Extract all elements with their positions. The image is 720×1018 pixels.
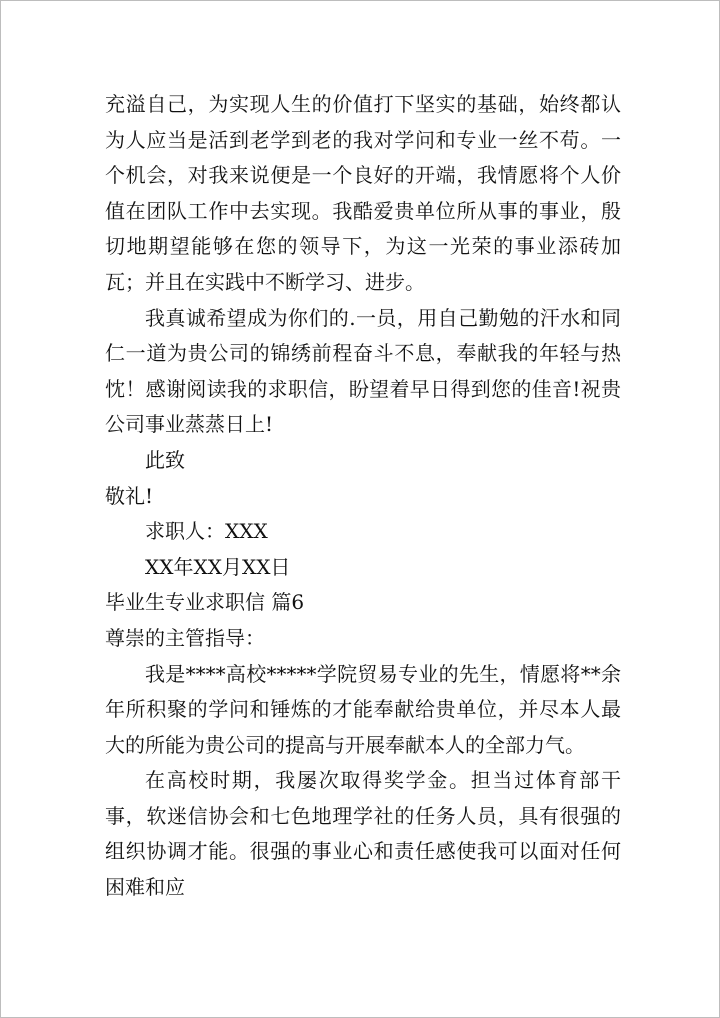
signature-line: 求职人：XXX <box>145 519 268 544</box>
greeting-line: 尊崇的主管指导： <box>105 625 265 650</box>
paragraph-3: 我是****高校*****学院贸易专业的先生，情愿将**余年所积聚的学问和锤炼的才能奉献给贵单位，并尽本人最大的所能为贵公司的提高与开展奉献本人的全部力气。 <box>105 661 621 757</box>
date-line: XX年XX月XX日 <box>145 554 291 579</box>
salute-line: 敬礼! <box>105 483 154 508</box>
section-title: 毕业生专业求职信 篇6 <box>105 590 305 615</box>
closing-line: 此致 <box>145 447 185 472</box>
paragraph-1: 充溢自己，为实现人生的价值打下坚实的基础，始终都认为人应当是活到老学到老的我对学问和专业一丝不苟。一个机会，对我来说便是一个良好的开端，我情愿将个人价值在团队工作中去实现。我酷爱贵单位所从事的事业，殷切地期望能够在您的领导下，为这一光荣的事业添砖加瓦；并且在实践中不断学习、进步。 <box>105 92 621 294</box>
document-body <box>105 87 621 906</box>
paragraph-2: 我真诚希望成为你们的.一员，用自己勤勉的汗水和同仁一道为贵公司的锦绣前程奋斗不息，奉献我的年轻与热忱！感谢阅读我的求职信，盼望着早日得到您的佳音!祝贵公司事业蒸蒸日上! <box>105 305 621 437</box>
paragraph-4: 在高校时期，我屡次取得奖学金。担当过体育部干事，软迷信协会和七色地理学社的任务人员，具有很强的组织协调才能。很强的事业心和责任感使我可以面对任何困难和应 <box>105 768 621 900</box>
